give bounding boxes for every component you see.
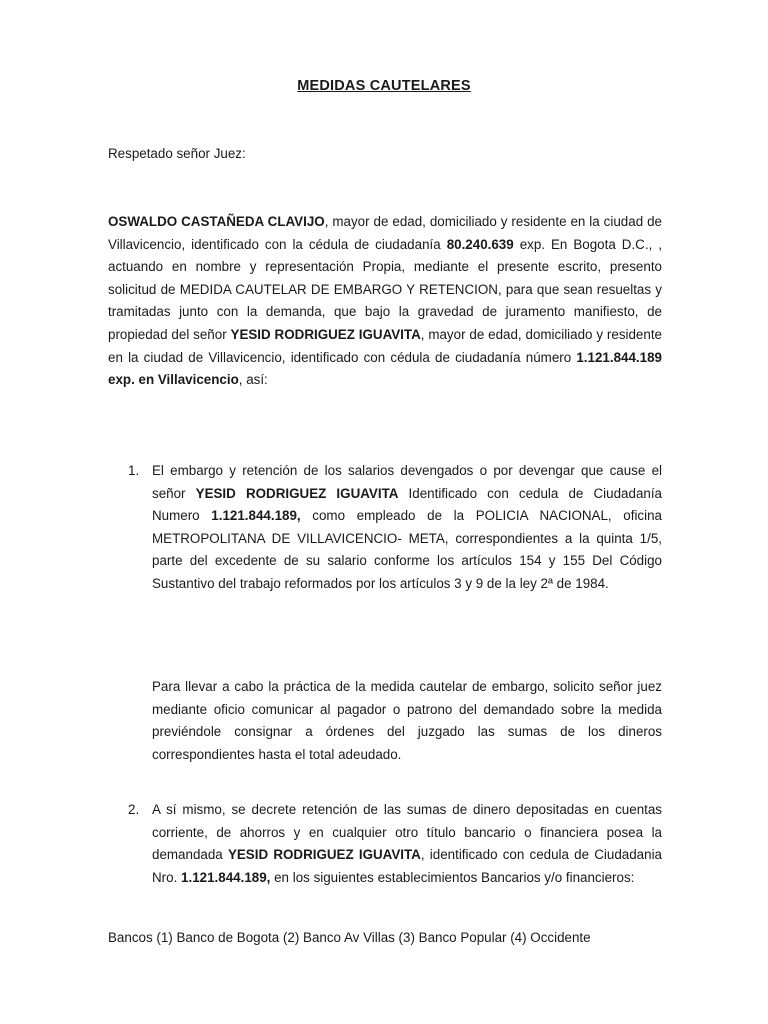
item2-name: YESID RODRIGUEZ IGUAVITA (227, 847, 421, 863)
defendant-name: YESID RODRIGUEZ IGUAVITA (230, 326, 421, 342)
item1-name: YESID RODRIGUEZ IGUAVITA (195, 485, 399, 501)
salutation: Respetado señor Juez: (108, 146, 246, 161)
item2-text-1: A sí mismo, se decrete retención de las sumas de dinero depositadas en cuentas corriente, de ahorros y en cualquier otro título bancario o financiera posea la demandada (152, 802, 662, 863)
list-item (108, 460, 662, 596)
procedure-paragraph: Para llevar a cabo la práctica de la medida cautelar de embargo, solicito señor juez mediante oficio comunicar al pagador o patrono del demandado sobre la medida previéndole consignar a órdenes del juzgado las sumas de los dineros correspondientes hasta el total adeudado. (152, 679, 662, 762)
item2-id: 1.121.844.189, (181, 869, 271, 885)
intro-text-4: , así: (238, 372, 268, 388)
measures-list-2 (108, 799, 662, 889)
plaintiff-name: OSWALDO CASTAÑEDA CLAVIJO (108, 214, 325, 229)
intro-text-2: exp. En Bogota D.C., , actuando en nombre y representación Propia, mediante el presente escrito, presento solicitud de MEDIDA CAUTELAR DE EMBARGO Y RETENCION, para que sean resueltas y tramitadas junto con la demanda, que bajo la gravedad de juramento manifiesto, de propiedad del señor (108, 236, 662, 342)
banks-line: Bancos (1) Banco de Bogota (2) Banco Av Villas (3) Banco Popular (4) Occidente (108, 930, 591, 945)
document-title: MEDIDAS CAUTELARES (297, 78, 471, 94)
intro-paragraph (108, 211, 662, 392)
intro-text-1: , mayor de edad, domiciliado y residente en la ciudad de Villavicencio, identificado con la cédula de ciudadanía (108, 214, 662, 252)
item1-text-1: El embargo y retención de los salarios devengados o por devengar que cause el señor (152, 463, 662, 501)
plaintiff-id: 80.240.639 (446, 236, 514, 252)
item1-text-3: como empleado de la POLICIA NACIONAL, oficina METROPOLITANA DE VILLAVICENCIO- META, correspondientes a la quinta 1/5, parte del excedente de su salario conforme los artículos 154 y 155 Del Código Sustantivo del trabajo reformados por los artículos 3 y 9 de la ley 2ª de 1984. (152, 508, 662, 591)
list-item (108, 799, 662, 889)
item2-text-3: en los siguientes establecimientos Bancarios y/o financieros: (270, 869, 635, 885)
item2-text-2: , identificado con cedula de Ciudadania Nro. (152, 847, 663, 885)
item-number: 1. (128, 463, 140, 478)
item-number: 2. (128, 802, 140, 817)
intro-text-3: , mayor de edad, domiciliado y residente en la ciudad de Villavicencio, identificado con cédula de ciudadanía número (108, 326, 662, 365)
measures-list-1 (108, 460, 662, 596)
item1-text-2: Identificado con cedula de Ciudadanía Numero (152, 485, 663, 524)
item1-id: 1.121.844.189, (211, 508, 301, 524)
defendant-id: 1.121.844.189 exp. en Villavicencio (108, 349, 662, 388)
